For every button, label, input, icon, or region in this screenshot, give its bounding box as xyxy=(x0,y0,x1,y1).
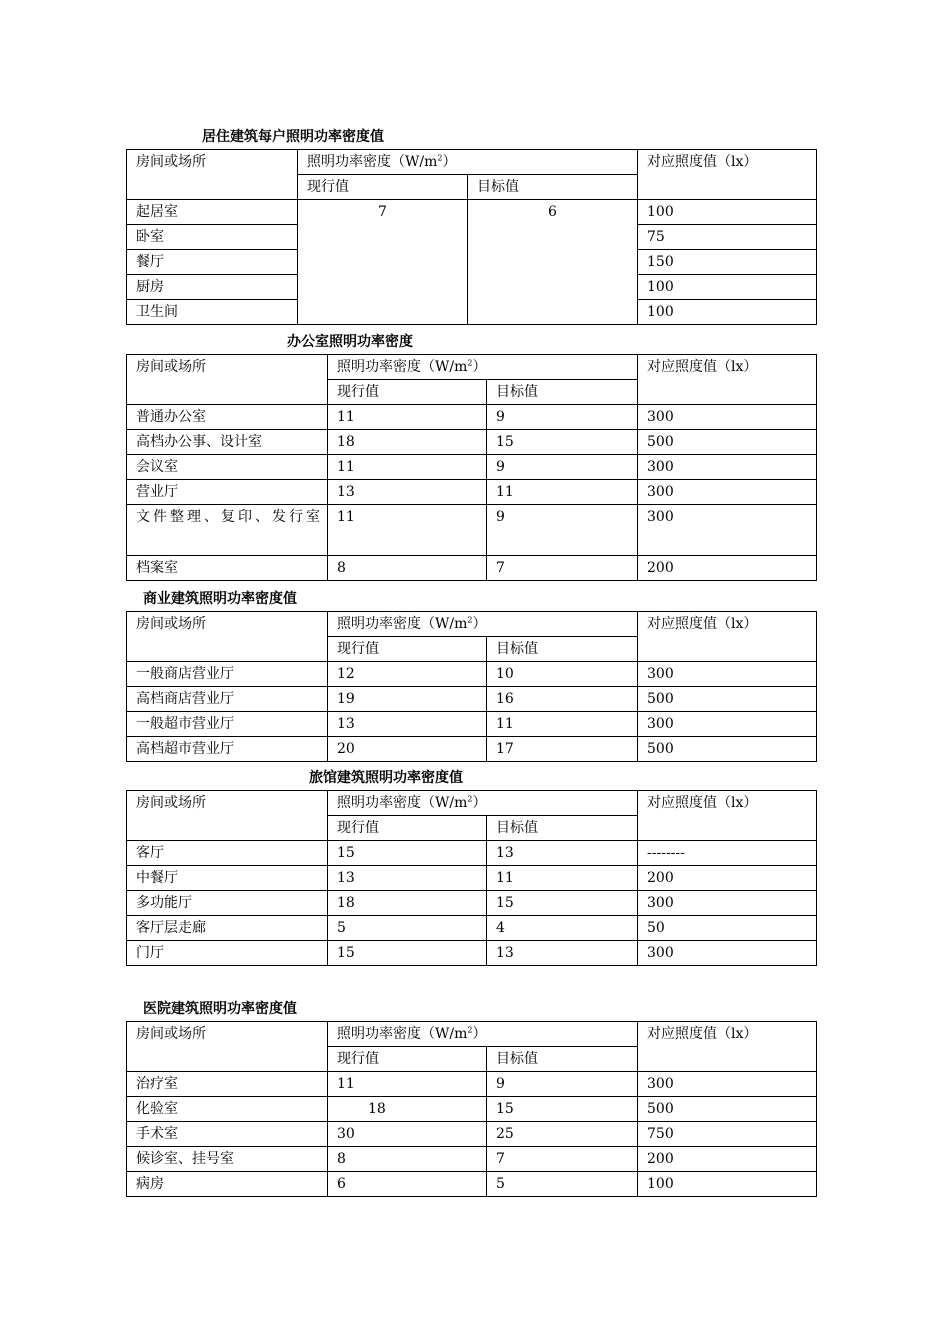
office-title: 办公室照明功率密度 xyxy=(287,334,413,350)
room-cell: 档案室 xyxy=(127,556,328,581)
table-header-row xyxy=(127,355,817,380)
lux-cell: 500 xyxy=(638,737,817,762)
lux-cell: 500 xyxy=(638,430,817,455)
current-value-cell: 11 xyxy=(328,505,487,556)
target-value-cell: 7 xyxy=(487,556,638,581)
table-row xyxy=(127,1147,817,1172)
room-cell: 高档商店营业厅 xyxy=(127,687,328,712)
lux-cell: 300 xyxy=(638,712,817,737)
current-value-cell: 11 xyxy=(328,405,487,430)
room-cell: 一般超市营业厅 xyxy=(127,712,328,737)
room-cell: 高档办公事、设计室 xyxy=(127,430,328,455)
lux-cell: 300 xyxy=(638,455,817,480)
room-cell: 营业厅 xyxy=(127,480,328,505)
table-row xyxy=(127,1172,817,1197)
header-density: 照明功率密度$(W/m^2)$ xyxy=(328,1022,638,1047)
table-row xyxy=(127,866,817,891)
lux-cell: 200 xyxy=(638,556,817,581)
hospital-title: 医院建筑照明功率密度值 xyxy=(143,1001,297,1017)
current-value-cell: 15 xyxy=(328,941,487,966)
current-value-cell: 15 xyxy=(328,841,487,866)
current-value-cell: 6 xyxy=(328,1172,487,1197)
table-row xyxy=(127,737,817,762)
room-cell: 门厅 xyxy=(127,941,328,966)
room-cell: 治疗室 xyxy=(127,1072,328,1097)
header-illuminance: 对应照度值（lx） xyxy=(638,791,817,841)
table-header-row xyxy=(127,612,817,637)
target-value-cell: 4 xyxy=(487,916,638,941)
table-row xyxy=(127,941,817,966)
target-value-cell: 11 xyxy=(487,712,638,737)
header-target: 目标值 xyxy=(487,637,638,662)
room-cell: 一般商店营业厅 xyxy=(127,662,328,687)
current-value-cell: 13 xyxy=(328,866,487,891)
header-target: 目标值 xyxy=(487,1047,638,1072)
table-row xyxy=(127,1097,817,1122)
office-table xyxy=(126,354,817,581)
lux-cell: 200 xyxy=(638,866,817,891)
table-header-row xyxy=(127,791,817,816)
room-cell: 客厅 xyxy=(127,841,328,866)
commercial-title: 商业建筑照明功率密度值 xyxy=(143,591,297,607)
current-value-cell: 18 xyxy=(328,1097,487,1122)
lux-cell: 300 xyxy=(638,480,817,505)
current-value-cell: 13 xyxy=(328,480,487,505)
room-cell: 普通办公室 xyxy=(127,405,328,430)
room-cell: 病房 xyxy=(127,1172,328,1197)
target-value-cell: 6 xyxy=(468,200,638,325)
lux-cell: 300 xyxy=(638,941,817,966)
table-row xyxy=(127,405,817,430)
header-illuminance: 对应照度值（lx） xyxy=(638,612,817,662)
lux-cell: 300 xyxy=(638,505,817,556)
header-illuminance: 对应照度值（lx） xyxy=(638,355,817,405)
room-cell: 高档超市营业厅 xyxy=(127,737,328,762)
current-value-cell: 18 xyxy=(328,891,487,916)
target-value-cell: 13 xyxy=(487,841,638,866)
table-row xyxy=(127,200,817,225)
header-current: 现行值 xyxy=(328,816,487,841)
lux-cell: 100 xyxy=(638,200,817,225)
lux-cell: 500 xyxy=(638,1097,817,1122)
residential-title: 居住建筑每户照明功率密度值 xyxy=(202,129,384,145)
residential-table xyxy=(126,149,817,325)
header-room: 房间或场所 xyxy=(127,791,328,841)
target-value-cell: 9 xyxy=(487,455,638,480)
target-value-cell: 9 xyxy=(487,505,638,556)
header-target: 目标值 xyxy=(487,816,638,841)
current-value-cell: 5 xyxy=(328,916,487,941)
header-target: 目标值 xyxy=(468,175,638,200)
target-value-cell: 16 xyxy=(487,687,638,712)
header-density: 照明功率密度$(W/m^2)$ xyxy=(328,355,638,380)
commercial-table xyxy=(126,611,817,762)
header-current: 现行值 xyxy=(328,637,487,662)
lux-cell: 300 xyxy=(638,891,817,916)
room-cell: 中餐厅 xyxy=(127,866,328,891)
lux-cell: 100 xyxy=(638,1172,817,1197)
target-value-cell: 13 xyxy=(487,941,638,966)
table-row xyxy=(127,1122,817,1147)
lux-cell: 75 xyxy=(638,225,817,250)
target-value-cell: 15 xyxy=(487,430,638,455)
header-target: 目标值 xyxy=(487,380,638,405)
current-value-cell: 19 xyxy=(328,687,487,712)
table-header-row xyxy=(127,150,817,175)
room-cell: 多功能厅 xyxy=(127,891,328,916)
header-current: 现行值 xyxy=(298,175,468,200)
table-row xyxy=(127,480,817,505)
table-row xyxy=(127,1072,817,1097)
header-current: 现行值 xyxy=(328,380,487,405)
table-row xyxy=(127,916,817,941)
lux-cell: -------- xyxy=(638,841,817,866)
target-value-cell: 17 xyxy=(487,737,638,762)
current-value-cell: 11 xyxy=(328,1072,487,1097)
lux-cell: 50 xyxy=(638,916,817,941)
table-header-row xyxy=(127,1022,817,1047)
current-value-cell: 30 xyxy=(328,1122,487,1147)
header-illuminance: 对应照度值（lx） xyxy=(638,150,817,200)
current-value-cell: 18 xyxy=(328,430,487,455)
room-cell: 手术室 xyxy=(127,1122,328,1147)
lux-cell: 300 xyxy=(638,1072,817,1097)
header-room: 房间或场所 xyxy=(127,1022,328,1072)
table-row xyxy=(127,687,817,712)
target-value-cell: 9 xyxy=(487,405,638,430)
room-cell: 候诊室、挂号室 xyxy=(127,1147,328,1172)
current-value-cell: 11 xyxy=(328,455,487,480)
table-row xyxy=(127,841,817,866)
target-value-cell: 7 xyxy=(487,1147,638,1172)
room-cell: 化验室 xyxy=(127,1097,328,1122)
lux-cell: 300 xyxy=(638,662,817,687)
lux-cell: 750 xyxy=(638,1122,817,1147)
target-value-cell: 11 xyxy=(487,480,638,505)
room-cell: 文件整理、复印、发行室 xyxy=(127,505,328,556)
room-cell: 起居室 xyxy=(127,200,298,225)
header-room: 房间或场所 xyxy=(127,150,298,200)
header-density: 照明功率密度$(W/m^2)$ xyxy=(328,612,638,637)
lux-cell: 300 xyxy=(638,405,817,430)
target-value-cell: 10 xyxy=(487,662,638,687)
header-room: 房间或场所 xyxy=(127,612,328,662)
room-cell: 餐厅 xyxy=(127,250,298,275)
current-value-cell: 13 xyxy=(328,712,487,737)
lux-cell: 200 xyxy=(638,1147,817,1172)
table-row xyxy=(127,455,817,480)
current-value-cell: 8 xyxy=(328,1147,487,1172)
target-value-cell: 25 xyxy=(487,1122,638,1147)
current-value-cell: 20 xyxy=(328,737,487,762)
room-cell: 厨房 xyxy=(127,275,298,300)
room-cell: 客厅层走廊 xyxy=(127,916,328,941)
target-value-cell: 9 xyxy=(487,1072,638,1097)
hotel-table xyxy=(126,790,817,966)
current-value-cell: 8 xyxy=(328,556,487,581)
room-cell: 卫生间 xyxy=(127,300,298,325)
room-cell: 卧室 xyxy=(127,225,298,250)
table-row xyxy=(127,430,817,455)
table-row xyxy=(127,505,817,556)
current-value-cell: 12 xyxy=(328,662,487,687)
header-current: 现行值 xyxy=(328,1047,487,1072)
lux-cell: 150 xyxy=(638,250,817,275)
lux-cell: 100 xyxy=(638,300,817,325)
table-row xyxy=(127,556,817,581)
table-row xyxy=(127,712,817,737)
hotel-title: 旅馆建筑照明功率密度值 xyxy=(309,770,463,786)
header-density: 照明功率密度$(W/m^2)$ xyxy=(298,150,638,175)
room-cell: 会议室 xyxy=(127,455,328,480)
target-value-cell: 15 xyxy=(487,1097,638,1122)
lux-cell: 500 xyxy=(638,687,817,712)
hospital-table xyxy=(126,1021,817,1197)
target-value-cell: 5 xyxy=(487,1172,638,1197)
header-density: 照明功率密度$(W/m^2)$ xyxy=(328,791,638,816)
current-value-cell: 7 xyxy=(298,200,468,325)
header-room: 房间或场所 xyxy=(127,355,328,405)
lux-cell: 100 xyxy=(638,275,817,300)
header-illuminance: 对应照度值（lx） xyxy=(638,1022,817,1072)
table-row xyxy=(127,662,817,687)
target-value-cell: 15 xyxy=(487,891,638,916)
table-row xyxy=(127,891,817,916)
target-value-cell: 11 xyxy=(487,866,638,891)
